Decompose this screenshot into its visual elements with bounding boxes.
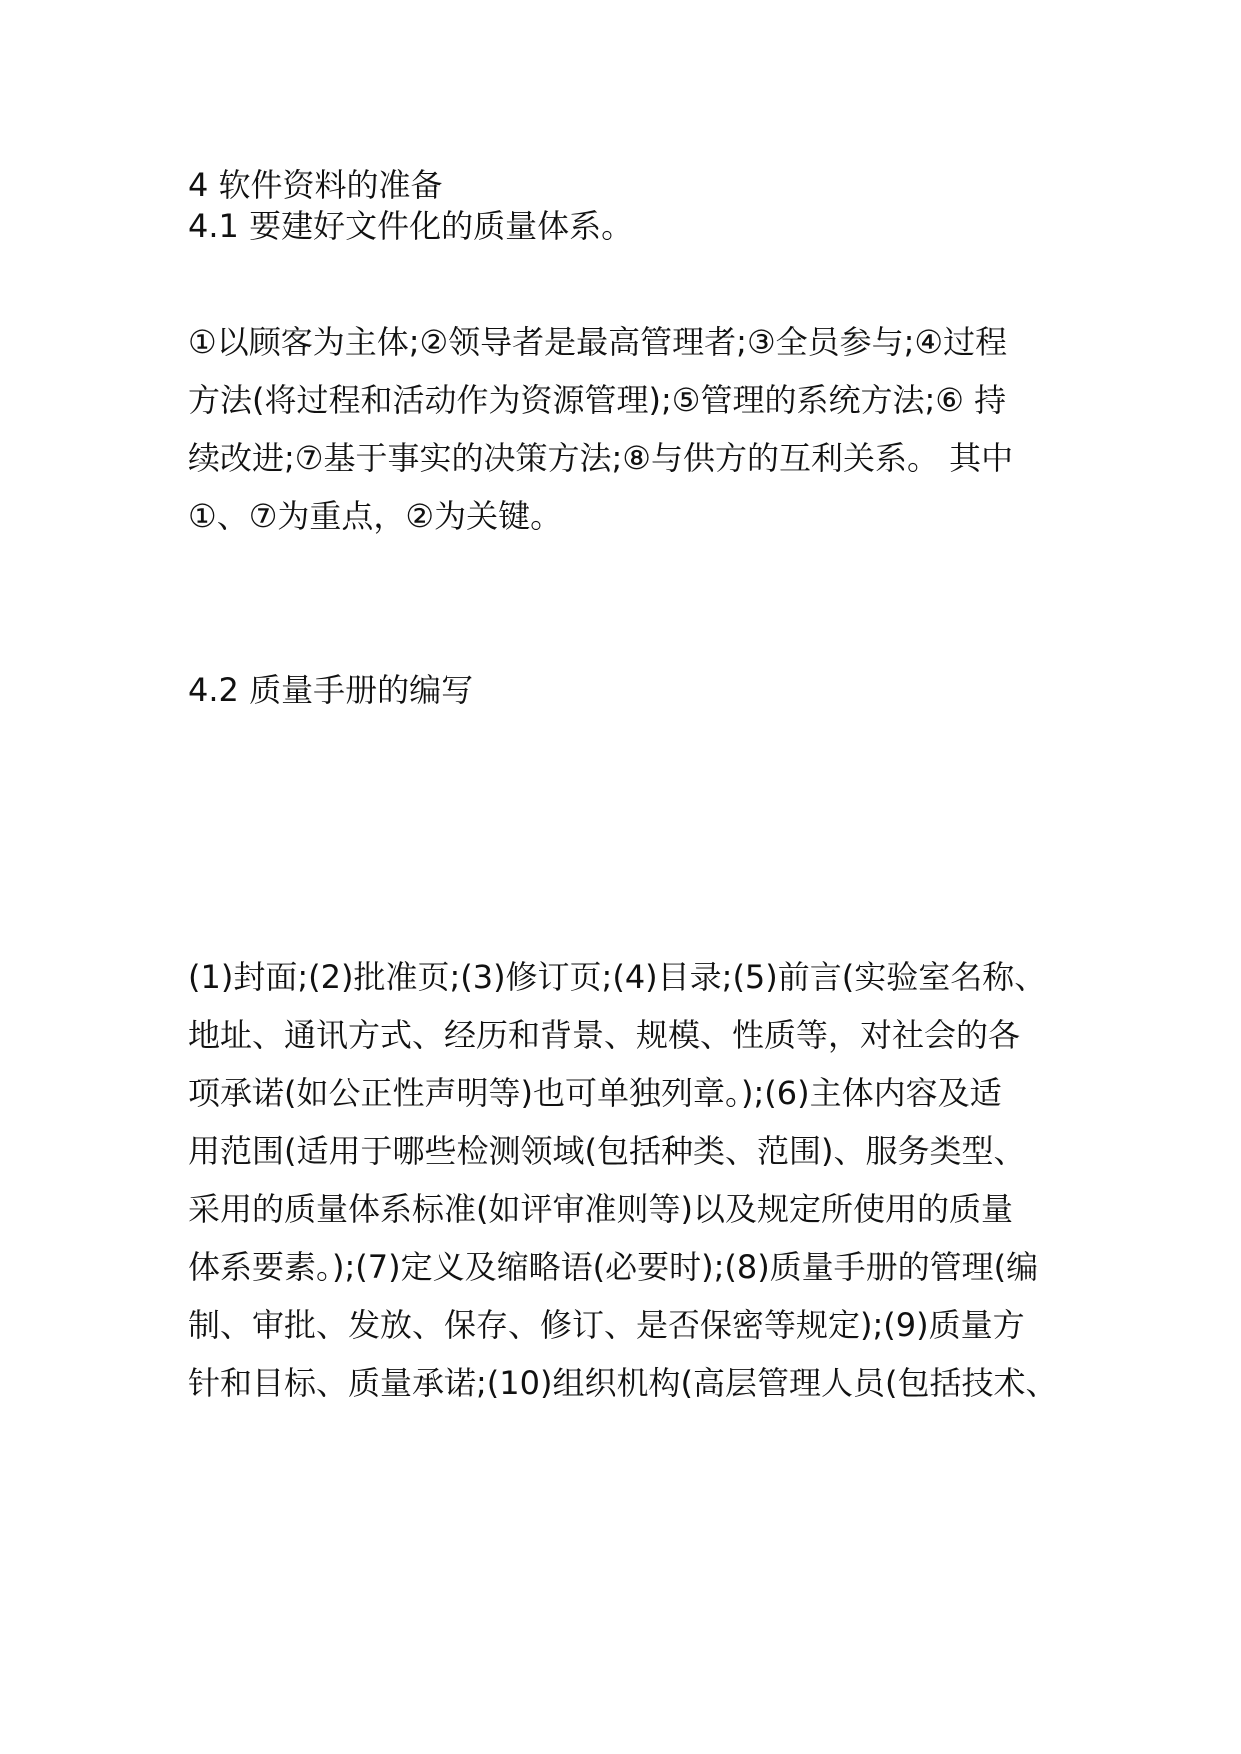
section-4-heading: 4 软件资料的准备: [188, 166, 443, 204]
paragraph-line: 地址、通讯方式、经历和背景、规模、性质等，对社会的各: [188, 1016, 1021, 1054]
paragraph-line: ①、⑦为重点，②为关键。: [188, 497, 563, 535]
paragraph-line: 制、审批、发放、保存、修订、是否保密等规定);(9)质量方: [188, 1306, 1025, 1344]
section-4-1-heading: 4.1 要建好文件化的质量体系。: [188, 207, 634, 245]
paragraph-line: ①以顾客为主体;②领导者是最高管理者;③全员参与;④过程: [188, 323, 1008, 361]
paragraph-line: 续改进;⑦基于事实的决策方法;⑧与供方的互利关系。 其中: [188, 439, 1014, 477]
paragraph-line: (1)封面;(2)批准页;(3)修订页;(4)目录;(5)前言(实验室名称、: [188, 958, 1047, 996]
paragraph-line: 项承诺(如公正性声明等)也可单独列章。);(6)主体内容及适: [188, 1074, 1002, 1112]
paragraph-line: 用范围(适用于哪些检测领域(包括种类、范围)、服务类型、: [188, 1132, 1026, 1170]
paragraph-line: 采用的质量体系标准(如评审准则等)以及规定所使用的质量: [188, 1190, 1013, 1228]
paragraph-line: 针和目标、质量承诺;(10)组织机构(高层管理人员(包括技术、: [188, 1364, 1058, 1402]
section-4-2-heading: 4.2 质量手册的编写: [188, 671, 474, 709]
paragraph-line: 方法(将过程和活动作为资源管理);⑤管理的系统方法;⑥ 持: [188, 381, 1007, 419]
paragraph-line: 体系要素。);(7)定义及缩略语(必要时);(8)质量手册的管理(编: [188, 1248, 1039, 1286]
